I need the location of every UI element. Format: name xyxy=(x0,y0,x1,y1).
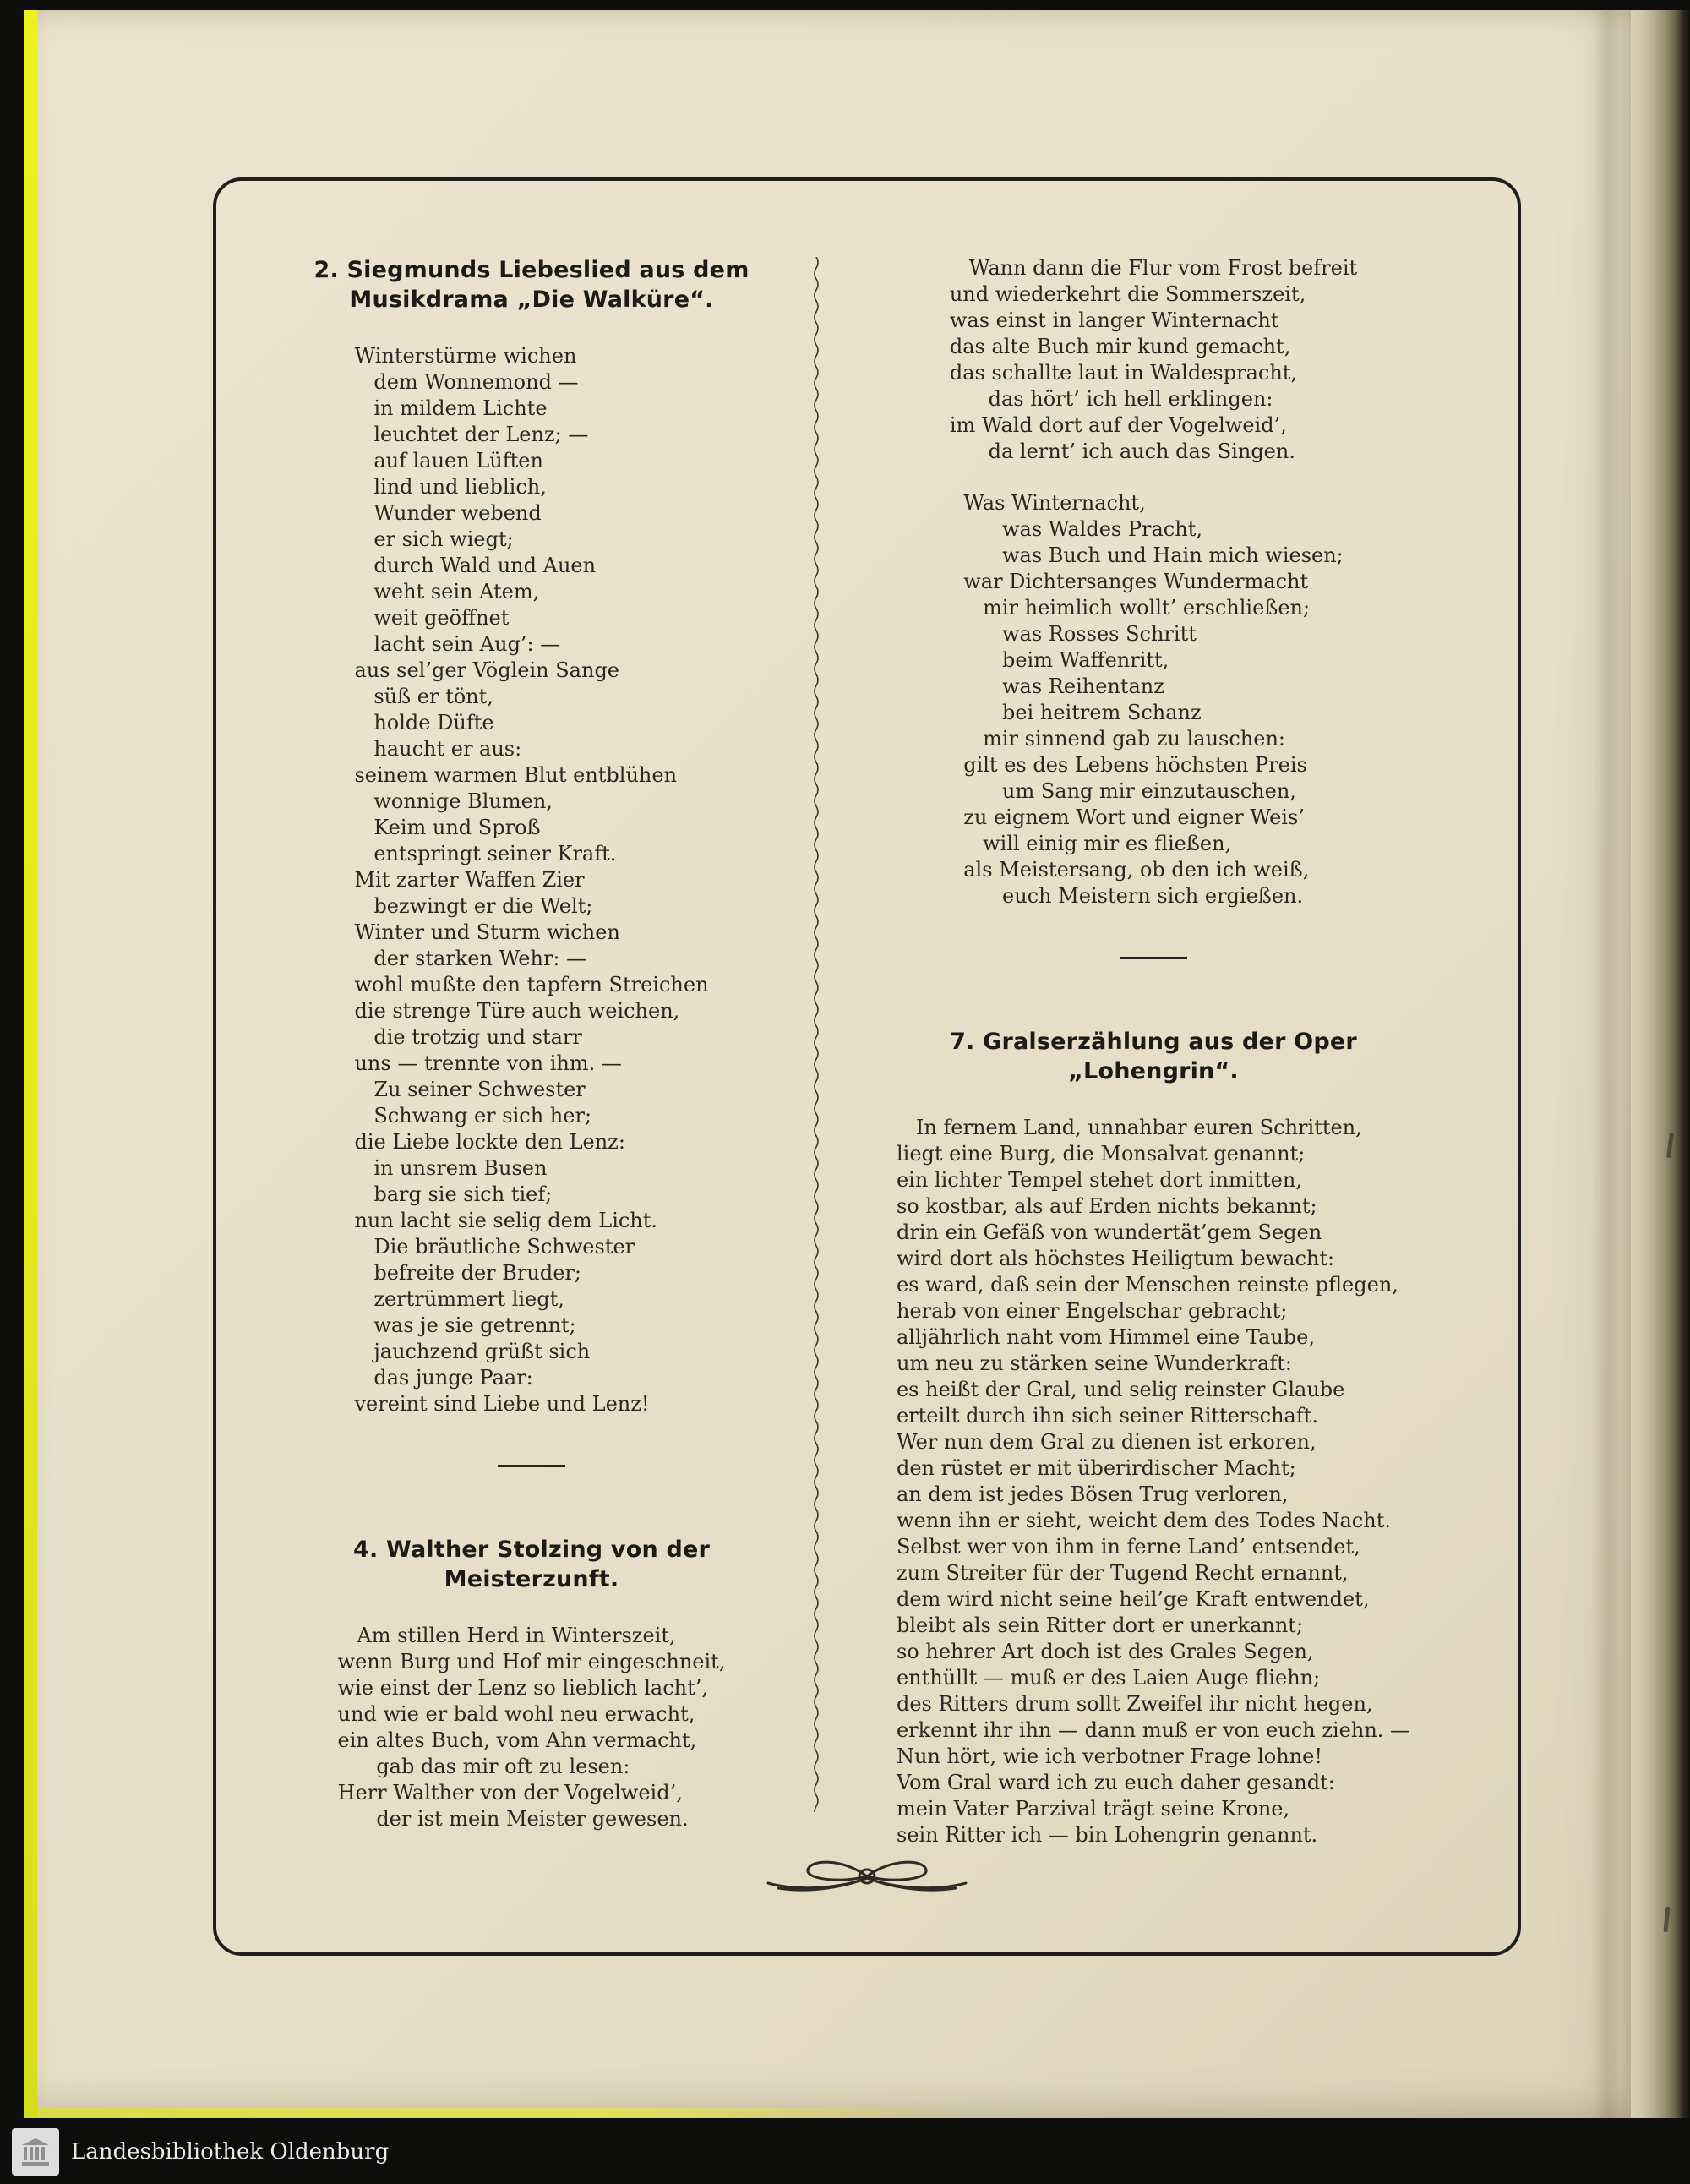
poem-line: er sich wiegt; xyxy=(354,527,514,551)
poem-line: Wunder webend xyxy=(354,501,542,525)
watermark xyxy=(12,2128,389,2176)
poem-line: wonnige Blumen, xyxy=(354,789,553,813)
poem-line: dem wird nicht seine heil’ge Kraft entwendet, xyxy=(896,1587,1370,1611)
poem-line: dem Wonnemond — xyxy=(354,370,579,394)
poem-line: der ist mein Meister gewesen. xyxy=(337,1807,689,1831)
poem-line: Nun hört, wie ich verbotner Frage lohne! xyxy=(896,1744,1323,1768)
poem-line: die strenge Türe auch weichen, xyxy=(354,999,680,1023)
poem-line: zu eignem Wort und eigner Weis’ xyxy=(963,805,1305,829)
poem-line: was einst in langer Winternacht xyxy=(949,308,1279,332)
poem-line: süß er tönt, xyxy=(354,685,493,708)
poem-line: befreite der Bruder; xyxy=(354,1261,581,1285)
section-heading: 2. Siegmunds Liebeslied aus dem Musikdrama „Die Walküre“. xyxy=(313,257,750,313)
poem-line: auf lauen Lüften xyxy=(354,449,543,472)
poem-line: so hehrer Art doch ist des Grales Segen, xyxy=(896,1640,1314,1663)
poem-line: bezwingt er die Welt; xyxy=(354,894,593,918)
poem-line: der starken Wehr: — xyxy=(354,947,587,970)
poem-line: herab von einer Engelschar gebracht; xyxy=(896,1299,1288,1323)
poem-line: wenn Burg und Hof mir eingeschneit, xyxy=(337,1650,726,1673)
poem-line: in unsrem Busen xyxy=(354,1156,548,1180)
poem-line: mir heimlich wollt’ erschließen; xyxy=(963,596,1311,620)
poem-line: war Dichtersanges Wundermacht xyxy=(963,570,1309,593)
poem-line: als Meistersang, ob den ich weiß, xyxy=(963,858,1310,882)
poem-line: Selbst wer von ihm in ferne Land’ entsendet, xyxy=(896,1535,1360,1559)
poem-line: weit geöffnet xyxy=(354,606,510,630)
poem-line: bei heitrem Schanz xyxy=(963,701,1202,724)
poem-line: Was Winternacht, xyxy=(963,491,1146,515)
poem-line: wird dort als höchstes Heiligtum bewacht: xyxy=(896,1247,1335,1270)
poem-line: Vom Gral ward ich zu euch daher gesandt: xyxy=(896,1771,1335,1794)
poem-line: in mildem Lichte xyxy=(354,396,548,420)
bottom-edge-highlight xyxy=(37,2108,975,2118)
document-page xyxy=(37,10,1631,2118)
poem-line: drin ein Gefäß von wundertät’gem Segen xyxy=(896,1220,1322,1244)
poem-line: das schallte laut in Waldespracht, xyxy=(949,361,1298,385)
poem-line: im Wald dort auf der Vogelweid’, xyxy=(949,413,1287,437)
poem-line: es ward, daß sein der Menschen reinste pflegen, xyxy=(896,1273,1398,1297)
poem-line: beim Waffenritt, xyxy=(963,648,1169,672)
poem-line: Schwang er sich her; xyxy=(354,1104,592,1127)
poem-line: leuchtet der Lenz; — xyxy=(354,423,589,446)
poem-line: haucht er aus: xyxy=(354,737,522,761)
section-heading: 4. Walther Stolzing von der Meisterzunft. xyxy=(352,1537,711,1592)
poem-line: des Ritters drum sollt Zweifel ihr nicht hegen, xyxy=(896,1692,1373,1716)
poem-line: wie einst der Lenz so lieblich lacht’, xyxy=(337,1676,709,1700)
poem-line: Winter und Sturm wichen xyxy=(354,920,620,944)
poem-line: lacht sein Aug’: — xyxy=(354,632,561,656)
poem-line: und wiederkehrt die Sommerszeit, xyxy=(949,282,1306,306)
poem-line: zum Streiter für der Tugend Recht ernannt, xyxy=(896,1561,1349,1585)
page-edge-stack xyxy=(1631,10,1690,2118)
right-column xyxy=(838,255,1469,1874)
poem-line: die trotzig und starr xyxy=(354,1025,582,1049)
poem-stanza xyxy=(354,343,708,1417)
poem-line: Die bräutliche Schwester xyxy=(354,1235,635,1259)
poem-line: was Buch und Hain mich wiesen; xyxy=(963,543,1344,567)
poem-line: zertrümmert liegt, xyxy=(354,1287,564,1311)
poem-line: aus sel’ger Vöglein Sange xyxy=(354,658,620,682)
poem-line: so kostbar, als auf Erden nichts bekannt; xyxy=(896,1194,1317,1218)
content-frame xyxy=(213,177,1521,1956)
poem-line: gilt es des Lebens höchsten Preis xyxy=(963,753,1307,777)
poem-line: Zu seiner Schwester xyxy=(354,1078,586,1101)
poem-line: Wer nun dem Gral zu dienen ist erkoren, xyxy=(896,1430,1317,1454)
poem-stanza xyxy=(950,255,1357,465)
poem-line: In fernem Land, unnahbar euren Schritten, xyxy=(896,1116,1362,1139)
poem-line: will einig mir es fließen, xyxy=(963,832,1232,855)
poem-line: bleibt als sein Ritter dort er unerkannt; xyxy=(896,1613,1304,1637)
poem-line: jauchzend grüßt sich xyxy=(354,1340,591,1363)
poem-line: Herr Walther von der Vogelweid’, xyxy=(337,1781,683,1805)
page-crease xyxy=(1592,10,1621,2118)
poem-line: weht sein Atem, xyxy=(354,580,540,603)
poem-line: das alte Buch mir kund gemacht, xyxy=(949,335,1291,358)
poem-line: Wann dann die Flur vom Frost befreit xyxy=(949,256,1358,280)
poem-line: sein Ritter ich — bin Lohengrin genannt. xyxy=(896,1823,1318,1847)
section-divider xyxy=(1120,957,1187,959)
section-heading: 7. Gralserzählung aus der Oper „Lohengrin“. xyxy=(950,1029,1357,1084)
section-divider xyxy=(498,1465,565,1467)
poem-line: Keim und Sproß xyxy=(354,816,541,839)
column-divider xyxy=(794,255,838,1812)
poem-stanza xyxy=(338,1623,726,1832)
poem-line: lind und lieblich, xyxy=(354,475,547,499)
poem-line: euch Meistern sich ergießen. xyxy=(963,884,1304,908)
poem-line: erteilt durch ihn sich seiner Ritterschaft. xyxy=(896,1404,1319,1428)
bow-ornament xyxy=(761,1849,973,1905)
poem-line: entspringt seiner Kraft. xyxy=(354,842,617,865)
poem-line: barg sie sich tief; xyxy=(354,1182,553,1206)
poem-line: ein lichter Tempel stehet dort inmitten, xyxy=(896,1168,1302,1192)
poem-line: und wie er bald wohl neu erwacht, xyxy=(337,1702,695,1726)
poem-line: enthüllt — muß er des Laien Auge fliehn; xyxy=(896,1666,1321,1690)
poem-line: ein altes Buch, vom Ahn vermacht, xyxy=(337,1728,697,1752)
column-divider-line xyxy=(810,257,822,1812)
poem-line: das hört’ ich hell erklingen: xyxy=(949,387,1273,411)
poem-line: Winterstürme wichen xyxy=(354,344,577,368)
poem-line: Mit zarter Waffen Zier xyxy=(354,868,585,892)
poem-line: vereint sind Liebe und Lenz! xyxy=(354,1392,650,1416)
poem-line: um neu zu stärken seine Wunderkraft: xyxy=(896,1351,1292,1375)
poem-line: das junge Paar: xyxy=(354,1366,533,1390)
poem-stanza xyxy=(897,1115,1410,1848)
library-building-icon xyxy=(19,2135,52,2169)
poem-line: mir sinnend gab zu lauschen: xyxy=(963,727,1285,751)
watermark-label: Landesbibliothek Oldenburg xyxy=(71,2139,390,2165)
poem-line: liegt eine Burg, die Monsalvat genannt; xyxy=(896,1142,1306,1166)
poem-line: da lernt’ ich auch das Singen. xyxy=(949,440,1295,463)
poem-line: was Rosses Schritt xyxy=(963,622,1197,646)
poem-line: Am stillen Herd in Winterszeit, xyxy=(337,1624,676,1647)
poem-line: wenn ihn er sieht, weicht dem des Todes Nacht. xyxy=(896,1509,1391,1532)
poem-line: wohl mußte den tapfern Streichen xyxy=(354,973,709,996)
poem-line: mein Vater Parzival trägt seine Krone, xyxy=(896,1797,1290,1821)
poem-line: um Sang mir einzutauschen, xyxy=(963,779,1296,803)
poem-line: es heißt der Gral, und selig reinster Glaube xyxy=(896,1378,1345,1401)
frame-content xyxy=(216,181,1518,1952)
poem-line: an dem ist jedes Bösen Trug verloren, xyxy=(896,1482,1289,1506)
poem-line: durch Wald und Auen xyxy=(354,554,597,577)
yellow-edge-strip xyxy=(24,10,37,2118)
poem-line: nun lacht sie selig dem Licht. xyxy=(354,1209,658,1232)
poem-line: holde Düfte xyxy=(354,711,494,734)
poem-line: seinem warmen Blut entblühen xyxy=(354,763,678,787)
poem-line: gab das mir oft zu lesen: xyxy=(337,1755,630,1778)
poem-stanza xyxy=(963,490,1344,909)
poem-line: erkennt ihr ihn — dann muß er von euch ziehn. — xyxy=(896,1718,1411,1742)
poem-line: die Liebe lockte den Lenz: xyxy=(354,1130,625,1154)
poem-line: was Reihentanz xyxy=(963,674,1164,698)
bow-ornament-drawing xyxy=(761,1849,973,1902)
poem-line: was je sie getrennt; xyxy=(354,1313,576,1337)
poem-line: alljährlich naht vom Himmel eine Taube, xyxy=(896,1325,1315,1349)
poem-line: den rüstet er mit überirdischer Macht; xyxy=(896,1456,1296,1480)
poem-line: uns — trennte von ihm. — xyxy=(354,1051,622,1075)
library-logo-icon xyxy=(12,2128,59,2176)
poem-line: was Waldes Pracht, xyxy=(963,517,1202,541)
left-column xyxy=(269,255,794,1858)
